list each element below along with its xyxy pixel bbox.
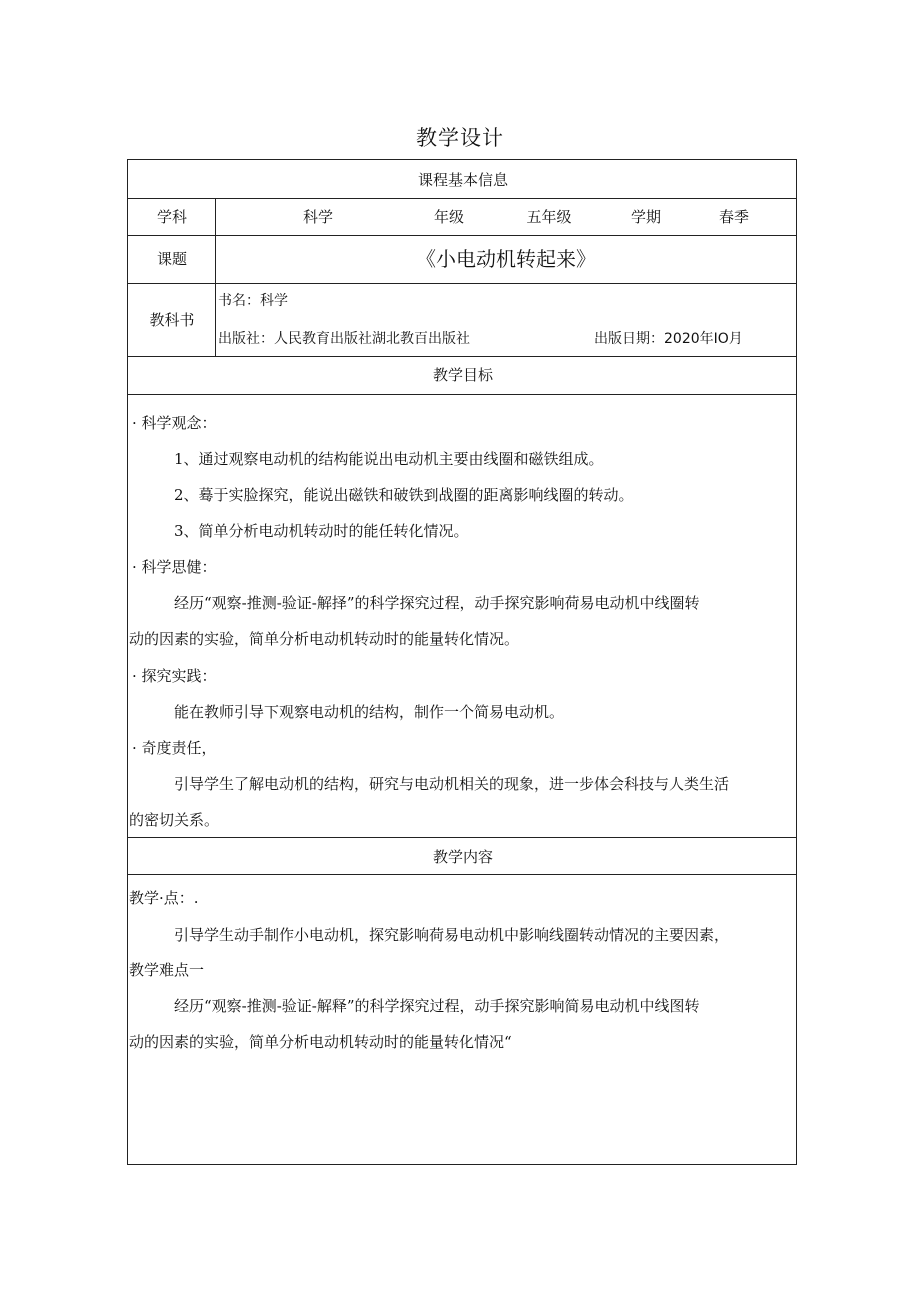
objective-section-title: · 奇度责任，: [132, 739, 217, 757]
objective-section-title: · 探究实践：: [132, 667, 217, 685]
subject-label: 学科: [156, 208, 188, 226]
difficulty-line: 经历“观察-推测-验证-解释”的科学探究过程，动手探究影响简易电动机中线图转: [174, 997, 700, 1015]
publish-date: 出版日期：2020年IO月: [594, 331, 743, 347]
column-divider: [215, 198, 216, 356]
basic-info-header: 课程基本信息: [417, 171, 509, 189]
publisher: 出版社：人民教育出版社湖北教百出版社: [218, 331, 470, 347]
row-divider: [128, 283, 796, 284]
difficulty-label: 教学难点一: [129, 961, 205, 979]
term-value: 春季: [718, 208, 750, 226]
row-divider: [128, 235, 796, 236]
row-divider: [128, 356, 796, 357]
topic-value: 《小电动机转起来》: [416, 247, 596, 271]
objectives-header: 教学目标: [432, 366, 494, 384]
topic-label: 课题: [156, 250, 188, 268]
key-point-text: 引导学生动手制作小电动机，探究影响荷易电动机中影响线圈转动情况的主要因素，: [174, 926, 730, 944]
objective-item: 1、通过观察电动机的结构能说出电动机主要由线圈和磁铁组成。: [174, 450, 604, 468]
objective-paragraph-line: 引导学生了解电动机的结构，研究与电动机相关的现象，进一步体会科技与人类生活: [174, 775, 730, 793]
objective-paragraph-line: 经历“观察-推测-验证-解择”的科学探究过程，动手探究影响荷易电动机中线圈转: [174, 594, 700, 612]
objective-item: 2、蓦于实脸探究，能说出磁铁和破铁到战圈的距离影响线圈的转动。: [174, 486, 634, 504]
difficulty-line: 动的因素的实验，简单分析电动机转动时的能量转化情况“: [129, 1033, 512, 1051]
term-label: 学期: [630, 208, 662, 226]
textbook-label: 教科书: [149, 311, 195, 329]
row-divider: [128, 394, 796, 395]
row-divider: [128, 874, 796, 875]
key-point-label: 教学·点：.: [129, 889, 199, 907]
objective-section-title: · 科学思健：: [132, 558, 217, 576]
content-header: 教学内容: [432, 848, 494, 866]
objective-item: 3、简单分析电动机转动时的能任转化情况。: [174, 522, 469, 540]
objective-section-title: · 科学观念：: [132, 414, 217, 432]
book-name: 书名：科学: [218, 293, 288, 309]
grade-label: 年级: [433, 208, 465, 226]
objective-paragraph-line: 的密切关系。: [129, 811, 220, 829]
row-divider: [128, 837, 796, 838]
objective-paragraph-line: 动的因素的实验，简单分析电动机转动时的能量转化情况。: [129, 630, 520, 648]
lesson-plan-table: [127, 159, 797, 1165]
subject-value: 科学: [302, 208, 334, 226]
document-title: 教学设计: [416, 126, 504, 150]
row-divider: [128, 198, 796, 199]
objective-paragraph-line: 能在教师引导下观察电动机的结构，制作一个简易电动机。: [174, 703, 565, 721]
grade-value: 五年级: [526, 208, 572, 226]
